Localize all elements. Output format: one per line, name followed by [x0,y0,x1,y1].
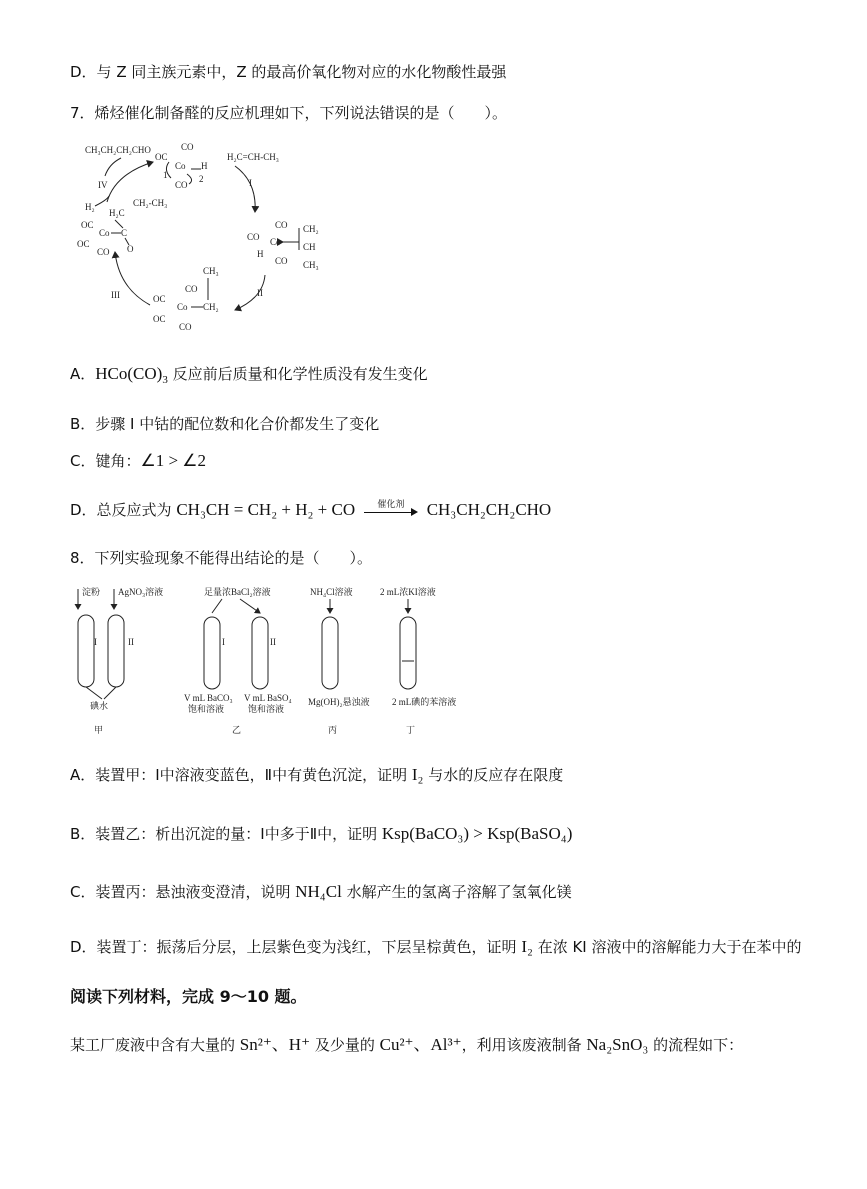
svg-text:CH₂: CH₂ [203,302,219,312]
apparatus-jia [78,586,163,735]
svg-text:CH₃: CH₃ [303,260,319,270]
step-iii-label: III [111,290,120,300]
top-complex [155,142,208,190]
svg-text:CO: CO [97,247,110,257]
q8-option-a: A．装置甲：Ⅰ中溶液变蓝色，Ⅱ中有黄色沉淀，证明 I₂ 与水的反应存在限度 [70,765,564,784]
apparatus-ding [380,586,456,735]
svg-text:CH₂: CH₂ [303,224,319,234]
svg-text:淀粉: 淀粉 [82,587,101,597]
svg-text:2: 2 [199,174,204,184]
svg-text:1: 1 [163,170,168,180]
svg-text:Mg(OH)₂悬浊液: Mg(OH)₂悬浊液 [308,697,370,707]
svg-text:甲: 甲 [94,725,104,735]
svg-text:足量浓BaCl₂溶液: 足量浓BaCl₂溶液 [204,587,271,597]
q8-option-b: B．装置乙：析出沉淀的量：Ⅰ中多于Ⅱ中，证明 Ksp(BaCO₃) > Ksp(BaSO₄) [70,824,573,843]
svg-text:CO: CO [175,180,188,190]
svg-text:乙: 乙 [232,725,242,735]
apparatus-figure [72,583,482,743]
q7-stem: 7．烯烃催化制备醛的反应机理如下，下列说法错误的是（ ）。 [70,104,508,122]
svg-text:Co: Co [99,228,110,238]
svg-text:CO: CO [185,284,198,294]
apparatus-yi [184,586,292,735]
svg-text:CO: CO [275,220,288,230]
svg-text:Co: Co [270,237,281,247]
material-paragraph: 某工厂废液中含有大量的 Sn²⁺、H⁺ 及少量的 Cu²⁺、Al³⁺，利用该废液制备 Na₂SnO₃ 的流程如下： [70,1035,744,1054]
q8-option-c: C．装置丙：悬浊液变澄清，说明 NH₄Cl 水解产生的氢离子溶解了氢氧化镁 [70,882,572,901]
svg-text:C: C [121,228,128,238]
svg-text:CH₂-CH₃: CH₂-CH₃ [133,198,168,208]
apparatus-bing [308,586,370,735]
q7-option-a: A．$HCo(CO)_3$ 反应前后质量和化学性质没有发生变化 [70,364,428,386]
svg-text:Co: Co [175,161,186,171]
step-iv-label: IV [98,180,108,190]
svg-text:H: H [257,249,264,259]
svg-text:NH₄Cl溶液: NH₄Cl溶液 [310,587,353,597]
svg-text:I: I [94,637,97,647]
svg-text:CH₃: CH₃ [203,266,219,276]
svg-text:H₂C: H₂C [109,208,125,218]
step-ii-label: II [257,288,263,298]
svg-text:CH: CH [303,242,316,252]
svg-text:H: H [201,161,208,171]
h2-label: H₂ [85,202,95,212]
step-i-label: I [249,178,252,188]
catalyst-arrow: 催化剂 [364,504,418,518]
bottom-complex [153,266,219,332]
svg-text:OC: OC [77,239,90,249]
svg-text:2 mL浓KI溶液: 2 mL浓KI溶液 [380,587,436,597]
svg-text:丙: 丙 [328,725,338,735]
svg-text:II: II [128,637,134,647]
product-aldehyde: CH₃CH₂CH₂CHO [85,145,151,155]
svg-text:CO: CO [179,322,192,332]
svg-text:Co: Co [177,302,188,312]
q8-option-d: D．装置丁：振荡后分层，上层紫色变为浅红，下层呈棕黄色，证明 I₂ 在浓 KI 溶液中的溶解能力大于在苯中的 [70,937,802,956]
svg-text:II: II [270,637,276,647]
svg-text:CO: CO [181,142,194,152]
svg-text:饱和溶液: 饱和溶液 [248,704,285,714]
q7-option-c: C．键角：∠1 > ∠2 [70,451,207,470]
svg-text:V mL BaSO₄: V mL BaSO₄ [244,693,292,703]
svg-text:OC: OC [155,152,168,162]
svg-text:CO: CO [247,232,260,242]
svg-text:OC: OC [153,314,166,324]
svg-text:2 mL碘的苯溶液: 2 mL碘的苯溶液 [392,697,457,707]
svg-text:AgNO₃溶液: AgNO₃溶液 [118,587,164,597]
svg-text:饱和溶液: 饱和溶液 [188,704,225,714]
propene-label: H₂C=CH-CH₃ [227,152,279,162]
q6-option-d: D．与 Z 同主族元素中，Z 的最高价氧化物对应的水化物酸性最强 [70,63,507,81]
q7-option-b: B．步骤 I 中钴的配位数和化合价都发生了变化 [70,415,380,433]
svg-text:V mL BaCO₃: V mL BaCO₃ [184,693,233,703]
svg-text:CO: CO [275,256,288,266]
right-complex [247,220,319,270]
catalytic-cycle-figure [75,140,340,335]
q8-stem: 8．下列实验现象不能得出结论的是（ ）。 [70,549,373,567]
svg-text:碘水: 碘水 [90,701,109,711]
svg-text:O: O [127,244,134,254]
svg-text:丁: 丁 [406,725,416,735]
q7-option-d: D．总反应式为 CH₃CH = CH₂ + H₂ + CO 催化剂 CH₃CH₂CH₂CHO [70,499,552,519]
svg-text:OC: OC [81,220,94,230]
svg-text:OC: OC [153,294,166,304]
reading-heading: 阅读下列材料，完成 9～10 题。 [70,987,307,1006]
svg-text:I: I [222,637,225,647]
